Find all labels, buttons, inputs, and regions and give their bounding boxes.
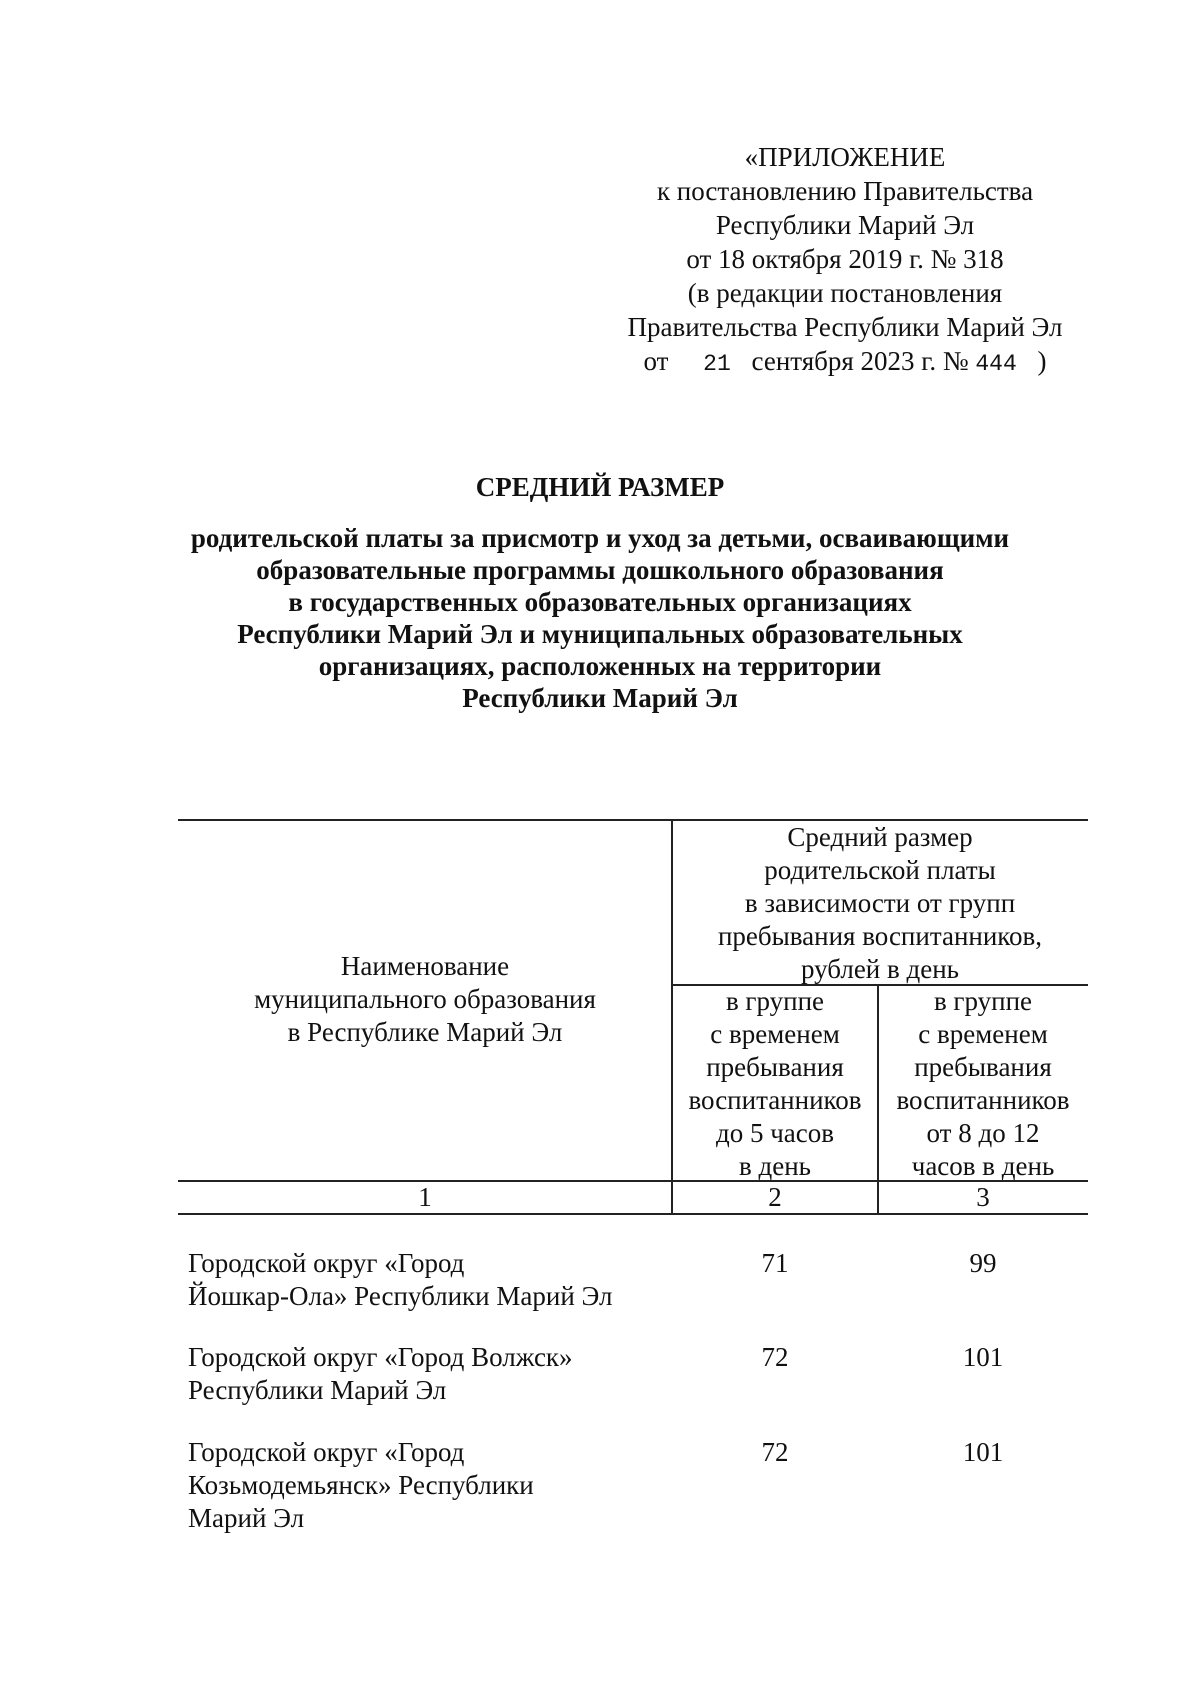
date-prefix: от [643, 346, 669, 376]
row-name-line: Городской округ «Город [188, 1248, 465, 1278]
col-number-3: 3 [976, 1182, 990, 1212]
header-group-line: Средний размер [787, 822, 973, 852]
header-group-line: пребывания воспитанников, [717, 921, 1043, 951]
header-group-line: в зависимости от групп [744, 888, 1016, 918]
col-number-2: 2 [768, 1182, 782, 1212]
subtitle-line: организациях, расположенных на территории [318, 651, 882, 681]
row-name-line: Йошкар-Ола» Республики Марий Эл [188, 1281, 613, 1311]
table-row-col2: 71 [761, 1248, 789, 1278]
date-suffix: ) [1037, 346, 1047, 376]
header-col2-line: в группе [725, 986, 825, 1016]
header-col3-line: часов в день [911, 1151, 1055, 1181]
document-title: СРЕДНИЙ РАЗМЕР [475, 472, 725, 502]
subtitle-line: в государственных образовательных организациях [288, 587, 912, 617]
header-name-cell [180, 950, 670, 1049]
row-name-line: Марий Эл [188, 1503, 305, 1533]
appendix-line: Республики Марий Эл [715, 210, 975, 240]
appendix-line: к постановлению Правительства [656, 176, 1034, 206]
table-row-col3: 99 [969, 1248, 997, 1278]
table-row-name [188, 1341, 648, 1407]
header-col3-line: с временем [918, 1019, 1048, 1049]
header-col2-line: с временем [710, 1019, 840, 1049]
appendix-line: Правительства Республики Марий Эл [627, 312, 1063, 342]
header-name-line: Наименование [340, 951, 510, 981]
header-col3-line: пребывания [914, 1052, 1052, 1082]
header-name-line: в Республике Марий Эл [287, 1017, 563, 1047]
row-name-line: Городской округ «Город [188, 1437, 465, 1467]
header-col2-line: воспитанников [688, 1085, 862, 1115]
header-col3-cell [880, 985, 1086, 1183]
header-group-cell [674, 821, 1086, 986]
table-col-divider [671, 819, 673, 1214]
header-group-line: рублей в день [801, 954, 959, 984]
table-col-divider [877, 984, 879, 1214]
row-name-line: Городской округ «Город Волжск» [188, 1342, 573, 1372]
header-col2-line: пребывания [706, 1052, 844, 1082]
table-row-col3: 101 [962, 1342, 1004, 1372]
subtitle-line: Республики Марий Эл [462, 683, 738, 713]
appendix-line: (в редакции постановления [687, 278, 1003, 308]
header-col3-line: от 8 до 12 [926, 1118, 1040, 1148]
header-col2-line: в день [739, 1151, 811, 1181]
table-row-col2: 72 [761, 1342, 789, 1372]
date-mid: сентября 2023 г. № [751, 346, 969, 376]
col-number-1: 1 [418, 1182, 432, 1212]
header-group-line: родительской платы [764, 855, 996, 885]
subtitle-line: образовательные программы дошкольного образования [256, 555, 944, 585]
table-row-name [188, 1247, 648, 1313]
header-col2-cell [674, 985, 876, 1183]
row-name-line: Козьмодемьянск» Республики [188, 1470, 534, 1500]
header-col3-line: в группе [933, 986, 1033, 1016]
header-col3-line: воспитанников [896, 1085, 1070, 1115]
row-name-line: Республики Марий Эл [188, 1375, 447, 1405]
appendix-line: «ПРИЛОЖЕНИЕ [744, 142, 946, 172]
date-day: 21 [703, 351, 731, 377]
table-row-col2: 72 [761, 1437, 789, 1467]
appendix-line: от 18 октября 2019 г. № 318 [686, 244, 1004, 274]
subtitle-line: Республики Марий Эл и муниципальных образовательных [237, 619, 963, 649]
table-row-name [188, 1436, 648, 1535]
table-row-col3: 101 [962, 1437, 1004, 1467]
header-col2-line: до 5 часов [715, 1118, 835, 1148]
document-number: 444 [975, 351, 1017, 377]
subtitle-line: родительской платы за присмотр и уход за детьми, осваивающими [190, 523, 1010, 553]
header-name-line: муниципального образования [254, 984, 596, 1014]
